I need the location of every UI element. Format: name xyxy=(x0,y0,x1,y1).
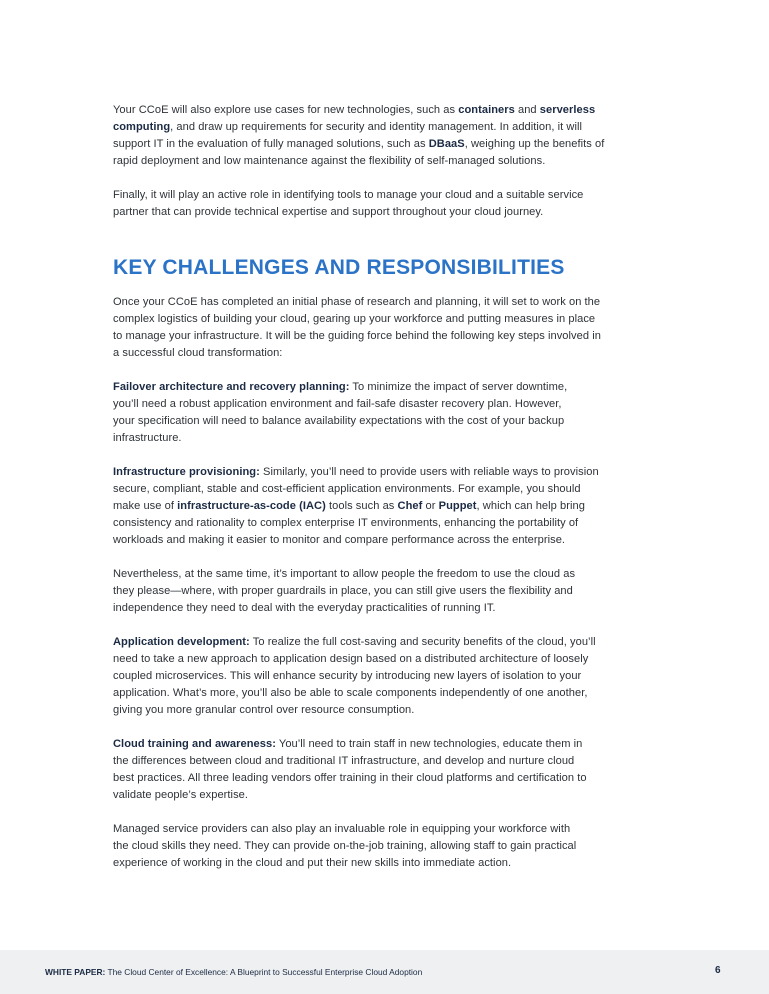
text-line xyxy=(113,600,683,617)
text-line xyxy=(113,481,683,498)
text-run: To minimize the impact of server downtime, xyxy=(349,381,568,393)
footer-label: WHITE PAPER: xyxy=(45,967,106,977)
text-line xyxy=(113,685,683,702)
text-line xyxy=(113,136,683,153)
paragraph xyxy=(113,379,683,447)
text-run: Managed service providers can also play an invaluable role in equipping your workforce with xyxy=(113,823,571,835)
text-run: secure, compliant, stable and cost-efficient application environments. For example, you should xyxy=(113,483,581,495)
text-line xyxy=(113,430,683,447)
text-line xyxy=(113,838,683,855)
text-run: coupled microservices. This will enhance security by introducing new layers of isolation to your xyxy=(113,670,582,682)
paragraph xyxy=(113,821,683,872)
text-run: workloads and making it easier to monitor and compare performance across the enterprise. xyxy=(113,534,566,546)
text-run: the cloud skills they need. They can provide on-the-job training, allowing staff to gain practical xyxy=(113,840,577,852)
text-run: your specification will need to balance availability expectations with the cost of your backup xyxy=(113,415,565,427)
text-line xyxy=(113,855,683,872)
text-run: and xyxy=(514,104,540,116)
text-run: application. What’s more, you’ll also be able to scale components independently of one another, xyxy=(113,687,588,699)
footer-title xyxy=(45,967,422,977)
text-line xyxy=(113,583,683,600)
text-run: Finally, it will play an active role in identifying tools to manage your cloud and a suitable service xyxy=(113,189,584,201)
paragraph xyxy=(113,736,683,804)
text-line xyxy=(113,102,683,119)
text-run: a successful cloud transformation: xyxy=(113,347,283,359)
text-run: partner that can provide technical expertise and support throughout your cloud journey. xyxy=(113,206,544,218)
text-line xyxy=(113,345,683,362)
paragraph xyxy=(113,634,683,719)
text-run: giving you more granular control over resource consumption. xyxy=(113,704,415,716)
page-footer xyxy=(0,950,769,994)
section-heading: KEY CHALLENGES AND RESPONSIBILITIES xyxy=(113,256,565,279)
text-line xyxy=(113,821,683,838)
bold-text: Cloud training and awareness: xyxy=(113,738,276,750)
text-line xyxy=(113,566,683,583)
text-line xyxy=(113,634,683,651)
paragraph xyxy=(113,102,683,170)
text-run: Nevertheless, at the same time, it’s important to allow people the freedom to use the cloud as xyxy=(113,568,576,580)
bold-text: serverless xyxy=(539,104,596,116)
bold-text: Infrastructure provisioning: xyxy=(113,466,260,478)
text-line xyxy=(113,770,683,787)
text-run: complex logistics of building your cloud, gearing up your workforce and putting measures in place xyxy=(113,313,596,325)
text-run: or xyxy=(422,500,439,512)
paragraph xyxy=(113,464,683,549)
text-line xyxy=(113,532,683,549)
page-number: 6 xyxy=(715,965,721,976)
text-run: To realize the full cost-saving and security benefits of the cloud, you’ll xyxy=(249,636,596,648)
text-line xyxy=(113,787,683,804)
bold-text: containers xyxy=(458,104,515,116)
text-run: to manage your infrastructure. It will be the guiding force behind the following key steps involved in xyxy=(113,330,601,342)
text-line xyxy=(113,294,683,311)
text-run: infrastructure. xyxy=(113,432,182,444)
text-line xyxy=(113,753,683,770)
text-line xyxy=(113,328,683,345)
text-line xyxy=(113,379,683,396)
text-line xyxy=(113,515,683,532)
text-run: validate people’s expertise. xyxy=(113,789,249,801)
text-run: tools such as xyxy=(325,500,398,512)
bold-text: Failover architecture and recovery planning: xyxy=(113,381,350,393)
text-run: need to take a new approach to application design based on a distributed architecture of loosely xyxy=(113,653,589,665)
text-run: independence they need to deal with the everyday practicalities of running IT. xyxy=(113,602,496,614)
text-line xyxy=(113,413,683,430)
bold-text: Puppet xyxy=(438,500,477,512)
text-line xyxy=(113,187,683,204)
challenges-section xyxy=(113,294,683,872)
paragraph xyxy=(113,187,683,221)
document-body xyxy=(113,102,683,872)
text-line xyxy=(113,396,683,413)
paragraph xyxy=(113,294,683,362)
bold-text: Chef xyxy=(397,500,423,512)
bold-text: infrastructure-as-code (IAC) xyxy=(177,500,326,512)
text-line xyxy=(113,651,683,668)
text-line xyxy=(113,464,683,481)
text-run: , weighing up the benefits of xyxy=(464,138,605,150)
bold-text: Application development: xyxy=(113,636,250,648)
text-line xyxy=(113,153,683,170)
bold-text: DBaaS xyxy=(428,138,465,150)
intro-section xyxy=(113,102,683,221)
text-run: Similarly, you’ll need to provide users with reliable ways to provision xyxy=(259,466,599,478)
text-run: you’ll need a robust application environment and fail-safe disaster recovery plan. However, xyxy=(113,398,562,410)
text-run: Once your CCoE has completed an initial phase of research and planning, it will set to work on the xyxy=(113,296,601,308)
text-line xyxy=(113,311,683,328)
text-run: You’ll need to train staff in new technologies, educate them in xyxy=(275,738,583,750)
bold-text: computing xyxy=(113,121,171,133)
text-run: rapid deployment and low maintenance against the flexibility of self-managed solutions. xyxy=(113,155,546,167)
text-line xyxy=(113,702,683,719)
text-run: make use of xyxy=(113,500,178,512)
paragraph xyxy=(113,566,683,617)
text-run: best practices. All three leading vendors offer training in their cloud platforms and certification to xyxy=(113,772,587,784)
text-run: consistency and rationality to complex enterprise IT environments, enhancing the portability of xyxy=(113,517,579,529)
text-run: experience of working in the cloud and put their new skills into immediate action. xyxy=(113,857,512,869)
text-run: , and draw up requirements for security and identity management. In addition, it will xyxy=(170,121,583,133)
text-line xyxy=(113,204,683,221)
text-run: they please—where, with proper guardrails in place, you can still give users the flexibility and xyxy=(113,585,573,597)
text-line xyxy=(113,736,683,753)
footer-document-title: The Cloud Center of Excellence: A Blueprint to Successful Enterprise Cloud Adoption xyxy=(105,967,423,977)
text-run: support IT in the evaluation of fully managed solutions, such as xyxy=(113,138,429,150)
text-line xyxy=(113,498,683,515)
text-run: , which can help bring xyxy=(476,500,585,512)
text-run: the differences between cloud and traditional IT infrastructure, and develop and nurture cloud xyxy=(113,755,575,767)
text-run: Your CCoE will also explore use cases for new technologies, such as xyxy=(113,104,459,116)
text-line xyxy=(113,668,683,685)
text-line xyxy=(113,119,683,136)
